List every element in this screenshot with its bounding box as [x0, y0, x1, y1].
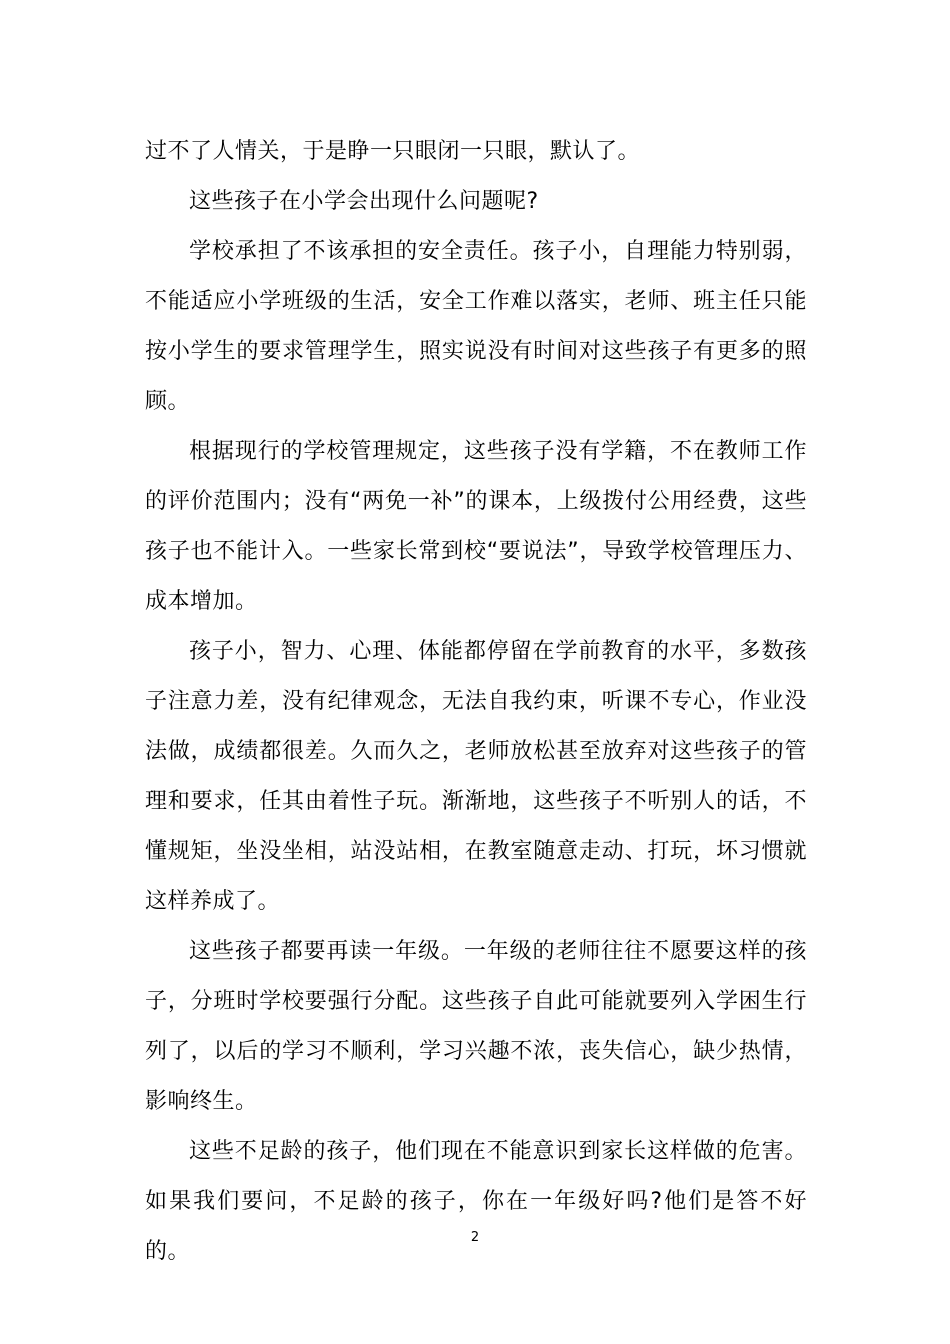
paragraph-2: 这些孩子在小学会出现什么问题呢?: [189, 189, 539, 214]
paragraph-5: 孩子小，智力、心理、体能都停留在学前教育的水平，多数孩子注意力差，没有纪律观念，无法自我约束，听课不专心，作业没法做，成绩都很差。久而久之，老师放松甚至放弃对这些孩子的管理和要求，任其由着性子玩。渐渐地，这些孩子不听别人的话，不懂规矩，坐没坐相，站没站相，在教室随意走动、打玩，坏习惯就这样养成了。: [145, 639, 807, 914]
paragraph-4: 根据现行的学校管理规定，这些孩子没有学籍，不在教师工作的评价范围内；没有“两免一补”的课本，上级拨付公用经费，这些孩子也不能计入。一些家长常到校“要说法”，导致学校管理压力、成本增加。: [145, 439, 807, 614]
paragraph-1: 过不了人情关，于是睁一只眼闭一只眼，默认了。: [145, 139, 641, 164]
document-body: [145, 127, 807, 1277]
paragraph-6: 这些孩子都要再读一年级。一年级的老师往往不愿要这样的孩子，分班时学校要强行分配。这些孩子自此可能就要列入学困生行列了，以后的学习不顺利，学习兴趣不浓，丧失信心，缺少热情，影响终生。: [145, 939, 807, 1114]
page-number: 2: [470, 1230, 480, 1245]
paragraph-7: 这些不足龄的孩子，他们现在不能意识到家长这样做的危害。如果我们要问，不足龄的孩子，你在一年级好吗?他们是答不好的。: [145, 1139, 807, 1264]
paragraph-3: 学校承担了不该承担的安全责任。孩子小，自理能力特别弱，不能适应小学班级的生活，安全工作难以落实，老师、班主任只能按小学生的要求管理学生，照实说没有时间对这些孩子有更多的照顾。: [145, 239, 807, 414]
